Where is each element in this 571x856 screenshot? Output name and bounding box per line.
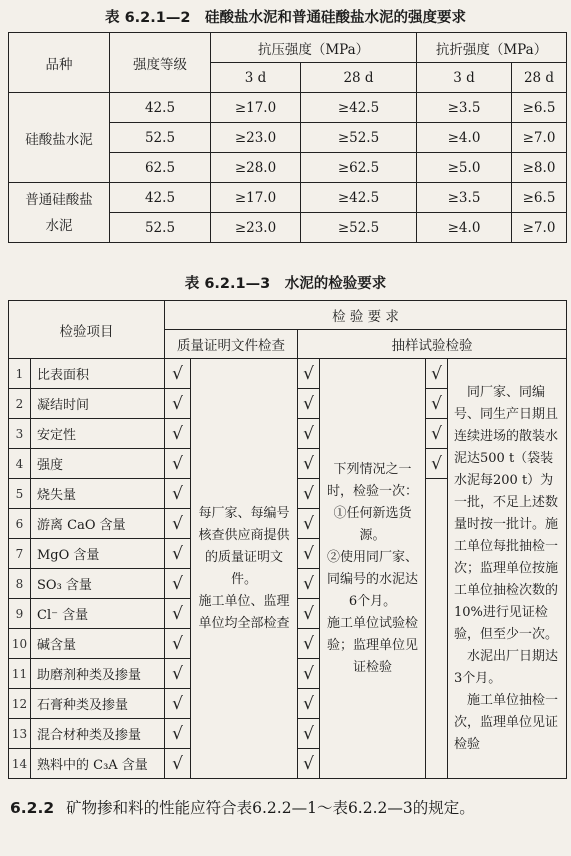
variety-name: 普通硅酸盐水泥	[9, 183, 110, 243]
note-paragraph: 同厂家、同编号、同生产日期且连续进场的散装水泥达500 t（袋装水泥每200 t）为一批，不足上述数量时按一批计。施工单位每批抽检一次；监理单位按施工单位抽检次数的10%进行见证检验，但至少一次。	[454, 384, 559, 642]
cell-f3: ≥4.0	[417, 213, 512, 243]
check-icon: √	[165, 719, 191, 749]
check-icon: √	[298, 509, 320, 539]
header-28d: 28 d	[512, 63, 567, 93]
check-icon: √	[426, 419, 448, 449]
header-3d: 3 d	[417, 63, 512, 93]
table-row	[9, 183, 567, 213]
note-certificate	[191, 359, 298, 779]
check-icon: √	[298, 749, 320, 779]
check-icon: √	[165, 749, 191, 779]
cell-f28: ≥6.5	[512, 183, 567, 213]
item-number: 10	[9, 629, 31, 659]
cell-grade: 42.5	[110, 93, 211, 123]
header-certificate: 质量证明文件检查	[165, 330, 298, 359]
check-icon: √	[165, 419, 191, 449]
check-icon: √	[298, 689, 320, 719]
cell-c3: ≥23.0	[211, 123, 301, 153]
item-number: 7	[9, 539, 31, 569]
item-number: 1	[9, 359, 31, 389]
item-number: 8	[9, 569, 31, 599]
cell-f3: ≥5.0	[417, 153, 512, 183]
cell-grade: 52.5	[110, 213, 211, 243]
note-paragraph: 下列情况之一时，检验一次：	[326, 461, 418, 499]
item-name: SO₃ 含量	[31, 569, 165, 599]
cell-c3: ≥17.0	[211, 183, 301, 213]
cell-f28: ≥7.0	[512, 213, 567, 243]
check-icon: √	[298, 389, 320, 419]
note-paragraph: 施工单位、监理单位均全部检查	[198, 593, 290, 631]
header-requirements: 检 验 要 求	[165, 301, 567, 330]
item-name: 助磨剂种类及掺量	[31, 659, 165, 689]
cell-f3: ≥3.5	[417, 93, 512, 123]
header-sampling: 抽样试验检验	[298, 330, 567, 359]
header-28d: 28 d	[301, 63, 417, 93]
check-icon: √	[298, 719, 320, 749]
header-item: 检验项目	[9, 301, 165, 359]
variety-name: 硅酸盐水泥	[9, 93, 110, 183]
note-sampling-b	[448, 359, 567, 779]
header-3d: 3 d	[211, 63, 301, 93]
check-icon: √	[165, 539, 191, 569]
cell-f28: ≥8.0	[512, 153, 567, 183]
item-name: 强度	[31, 449, 165, 479]
inspection-table	[8, 300, 567, 779]
check-icon: √	[165, 659, 191, 689]
check-icon: √	[165, 689, 191, 719]
cell-c28: ≥62.5	[301, 153, 417, 183]
cell-f28: ≥6.5	[512, 93, 567, 123]
check-icon: √	[298, 539, 320, 569]
check-icon: √	[426, 359, 448, 389]
header-flexural: 抗折强度（MPa）	[417, 33, 567, 63]
note-paragraph: 水泥出厂日期达3个月。	[454, 648, 559, 686]
section-paragraph	[10, 794, 566, 822]
check-icon: √	[165, 629, 191, 659]
item-number: 12	[9, 689, 31, 719]
cell-f28: ≥7.0	[512, 123, 567, 153]
cell-c3: ≥28.0	[211, 153, 301, 183]
check-icon: √	[298, 599, 320, 629]
item-number: 13	[9, 719, 31, 749]
item-number: 4	[9, 449, 31, 479]
item-name: 碱含量	[31, 629, 165, 659]
item-number: 5	[9, 479, 31, 509]
item-name: Cl⁻ 含量	[31, 599, 165, 629]
item-name: 凝结时间	[31, 389, 165, 419]
cell-grade: 62.5	[110, 153, 211, 183]
table2-caption: 表 6.2.1—3 水泥的检验要求	[184, 276, 387, 292]
item-number: 2	[9, 389, 31, 419]
cell-grade: 52.5	[110, 123, 211, 153]
item-name: 比表面积	[31, 359, 165, 389]
header-compressive: 抗压强度（MPa）	[211, 33, 417, 63]
check-icon: √	[165, 449, 191, 479]
section-text: 矿物掺和料的性能应符合表6.2.2—1～表6.2.2—3的规定。	[66, 799, 475, 817]
item-number: 9	[9, 599, 31, 629]
item-name: 混合材种类及掺量	[31, 719, 165, 749]
cell-c3: ≥17.0	[211, 93, 301, 123]
section-number: 6.2.2	[10, 799, 55, 817]
check-icon: √	[165, 359, 191, 389]
item-name: 石膏种类及掺量	[31, 689, 165, 719]
check-icon: √	[298, 449, 320, 479]
item-name: 熟料中的 C₃A 含量	[31, 749, 165, 779]
cell-c28: ≥42.5	[301, 183, 417, 213]
table-row	[9, 93, 567, 123]
note-paragraph: 施工单位抽检一次，监理单位见证检验	[454, 692, 559, 752]
check-icon: √	[165, 569, 191, 599]
empty-cell	[426, 479, 448, 779]
check-icon: √	[298, 629, 320, 659]
header-variety: 品种	[9, 33, 110, 93]
check-icon: √	[298, 569, 320, 599]
item-number: 11	[9, 659, 31, 689]
check-icon: √	[298, 359, 320, 389]
table1-caption: 表 6.2.1—2 硅酸盐水泥和普通硅酸盐水泥的强度要求	[105, 10, 466, 26]
cell-grade: 42.5	[110, 183, 211, 213]
table-row	[9, 359, 567, 389]
item-number: 14	[9, 749, 31, 779]
check-icon: √	[298, 419, 320, 449]
note-paragraph: ②使用同厂家、同编号的水泥达6个月。	[326, 549, 418, 609]
item-number: 6	[9, 509, 31, 539]
item-name: 安定性	[31, 419, 165, 449]
note-sampling-a	[320, 359, 426, 779]
cell-c3: ≥23.0	[211, 213, 301, 243]
check-icon: √	[298, 479, 320, 509]
check-icon: √	[165, 509, 191, 539]
check-icon: √	[426, 389, 448, 419]
strength-table	[8, 32, 567, 243]
check-icon: √	[165, 479, 191, 509]
header-grade: 强度等级	[110, 33, 211, 93]
item-number: 3	[9, 419, 31, 449]
check-icon: √	[165, 389, 191, 419]
item-name: 游离 CaO 含量	[31, 509, 165, 539]
cell-c28: ≥52.5	[301, 213, 417, 243]
cell-f3: ≥4.0	[417, 123, 512, 153]
note-paragraph: 施工单位试验检验；监理单位见证检验	[326, 615, 418, 675]
cell-c28: ≥52.5	[301, 123, 417, 153]
cell-f3: ≥3.5	[417, 183, 512, 213]
check-icon: √	[298, 659, 320, 689]
note-paragraph: 每厂家、每编号核查供应商提供的质量证明文件。	[198, 505, 290, 587]
cell-c28: ≥42.5	[301, 93, 417, 123]
check-icon: √	[165, 599, 191, 629]
note-paragraph: ①任何新选货源。	[333, 505, 412, 543]
item-name: 烧失量	[31, 479, 165, 509]
check-icon: √	[426, 449, 448, 479]
item-name: MgO 含量	[31, 539, 165, 569]
